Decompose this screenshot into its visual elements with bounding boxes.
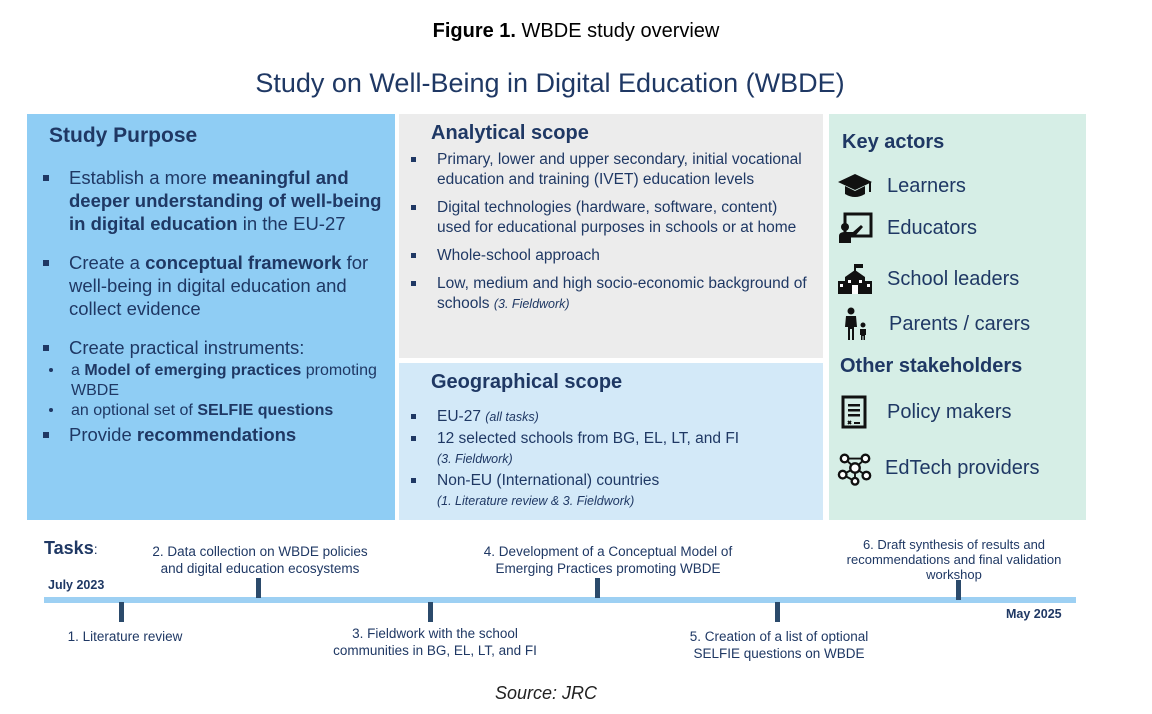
timeline-end-date: May 2025	[1006, 607, 1062, 621]
analytical-item	[411, 246, 811, 266]
bullet-square	[43, 345, 49, 351]
bullet-square	[411, 281, 416, 286]
figure-label: Figure 1.	[432, 20, 516, 42]
task-4-label: 4. Development of a Conceptual Model of Emerging Practices promoting WBDE	[483, 544, 733, 576]
bullet-dot	[49, 368, 53, 372]
purpose-item	[43, 336, 383, 421]
bullet-square	[43, 260, 49, 266]
actor-label: Parents / carers	[889, 312, 1031, 335]
geo-item-text: EU-27	[437, 408, 486, 425]
figure-caption	[0, 20, 1152, 43]
actors-panel	[829, 114, 1086, 520]
geo-item-note: (1. Literature review & 3. Fieldwork)	[437, 494, 635, 508]
bullet-square	[411, 205, 416, 210]
task-1-label: 1. Literature review	[67, 629, 183, 644]
purpose-item-text: in the EU-27	[237, 213, 346, 234]
figure-caption-text: WBDE study overview	[521, 20, 720, 42]
bullet-square	[411, 253, 416, 258]
purpose-item-bold: conceptual framework	[145, 252, 342, 273]
timeline-tick-task-4	[595, 578, 600, 598]
study-purpose-list	[43, 166, 383, 462]
purpose-item-bold: meaningful and deeper understanding of well-being in digital education	[69, 167, 382, 234]
purpose-item-bold: recommendations	[136, 424, 297, 445]
purpose-subitem-bold: Model of emerging practices	[84, 362, 302, 379]
purpose-item	[43, 166, 383, 235]
actor-parents-carers	[837, 306, 1030, 342]
analytical-scope-list	[411, 150, 811, 322]
other-stakeholders-heading: Other stakeholders	[840, 355, 1023, 377]
source-note: Source: JRC	[494, 683, 598, 703]
purpose-subitem-bold: SELFIE questions	[197, 402, 334, 419]
tasks-label-colon: :	[93, 541, 98, 557]
actor-label: School leaders	[887, 267, 1020, 290]
geo-item	[411, 407, 811, 427]
timeline-tick-task-6	[956, 580, 961, 600]
purpose-subitem-text: promoting WBDE	[71, 362, 377, 399]
analytical-item-text: Digital technologies (hardware, software, content) used for educational purposes in schools or at home	[437, 199, 797, 236]
bullet-square	[411, 478, 416, 483]
purpose-item-text: Create practical instruments:	[69, 337, 305, 358]
actor-educators	[837, 210, 977, 246]
geo-item-text: Non-EU (International) countries	[437, 472, 660, 489]
analytical-item	[411, 150, 811, 190]
actor-school-leaders	[837, 261, 1019, 297]
network-icon	[837, 450, 873, 486]
bullet-square	[411, 436, 416, 441]
purpose-item-text: Create a	[69, 252, 146, 273]
task-3-label: 3. Fieldwork with the school communities in BG, EL, LT, and FI	[333, 626, 537, 658]
task-2-label: 2. Data collection on WBDE policies and digital education ecosystems	[152, 544, 368, 576]
analytical-item	[411, 198, 811, 238]
actor-label: Educators	[887, 216, 978, 239]
tasks-label-text: Tasks	[44, 538, 94, 558]
bullet-square	[411, 157, 416, 162]
teacher-board-icon	[837, 210, 873, 246]
graduation-cap-icon	[837, 168, 873, 204]
timeline-tick-task-2	[256, 578, 261, 598]
geo-item	[411, 471, 811, 511]
purpose-item-text: for well-being in digital education and collect evidence	[69, 252, 369, 319]
purpose-subitem	[43, 361, 383, 401]
bullet-dot	[49, 408, 53, 412]
purpose-item	[43, 423, 383, 446]
actor-learners	[837, 168, 966, 204]
diagram-title: Study on Well-Being in Digital Education (WBDE)	[255, 68, 845, 98]
geo-item-note: (3. Fieldwork)	[437, 452, 513, 466]
geographical-scope-list	[411, 407, 811, 513]
purpose-subitem-text: an optional set of	[71, 402, 198, 419]
purpose-sublist	[43, 361, 383, 421]
analytical-item-text: Whole-school approach	[437, 247, 600, 264]
school-building-icon	[837, 261, 873, 297]
bullet-square	[411, 414, 416, 419]
bullet-square	[43, 432, 49, 438]
tasks-label	[44, 538, 98, 559]
actor-policy-makers	[837, 394, 1011, 430]
geographical-scope-heading: Geographical scope	[431, 371, 623, 393]
timeline-tick-task-5	[775, 602, 780, 622]
task-6-label: 6. Draft synthesis of results and recommendations and final validation workshop	[846, 537, 1062, 582]
actor-label: Learners	[887, 174, 966, 197]
purpose-subitem	[43, 401, 383, 421]
purpose-item-text: Establish a more	[69, 167, 212, 188]
analytical-scope-panel	[399, 114, 823, 358]
geo-item-text: 12 selected schools from BG, EL, LT, and FI	[437, 430, 740, 447]
geo-item	[411, 429, 811, 469]
analytical-item-text: Low, medium and high socio-economic background of schools	[437, 275, 807, 312]
actor-edtech-providers	[837, 450, 1040, 486]
geographical-scope-panel	[399, 363, 823, 520]
document-icon	[837, 394, 873, 430]
purpose-item	[43, 251, 383, 320]
geo-item-note: (all tasks)	[485, 410, 539, 424]
task-5-label: 5. Creation of a list of optional SELFIE questions on WBDE	[689, 629, 869, 661]
actor-label: EdTech providers	[885, 456, 1040, 479]
purpose-item-text: Provide	[69, 424, 137, 445]
actor-label: Policy makers	[887, 400, 1012, 423]
analytical-item-note: (3. Fieldwork)	[493, 297, 570, 311]
timeline-start-date: July 2023	[48, 578, 105, 592]
timeline-tick-task-3	[428, 602, 433, 622]
analytical-item-text: Primary, lower and upper secondary, initial vocational education and training (IVET) education levels	[437, 151, 802, 188]
timeline-tick-task-1	[119, 602, 124, 622]
study-purpose-panel	[27, 114, 395, 520]
timeline-bar	[44, 597, 1076, 603]
study-purpose-heading: Study Purpose	[49, 124, 198, 147]
bullet-square	[43, 175, 49, 181]
parent-child-icon	[837, 306, 873, 342]
key-actors-heading: Key actors	[842, 131, 945, 153]
purpose-subitem-text: a	[71, 362, 85, 379]
analytical-item	[411, 274, 811, 314]
analytical-scope-heading: Analytical scope	[431, 122, 589, 144]
